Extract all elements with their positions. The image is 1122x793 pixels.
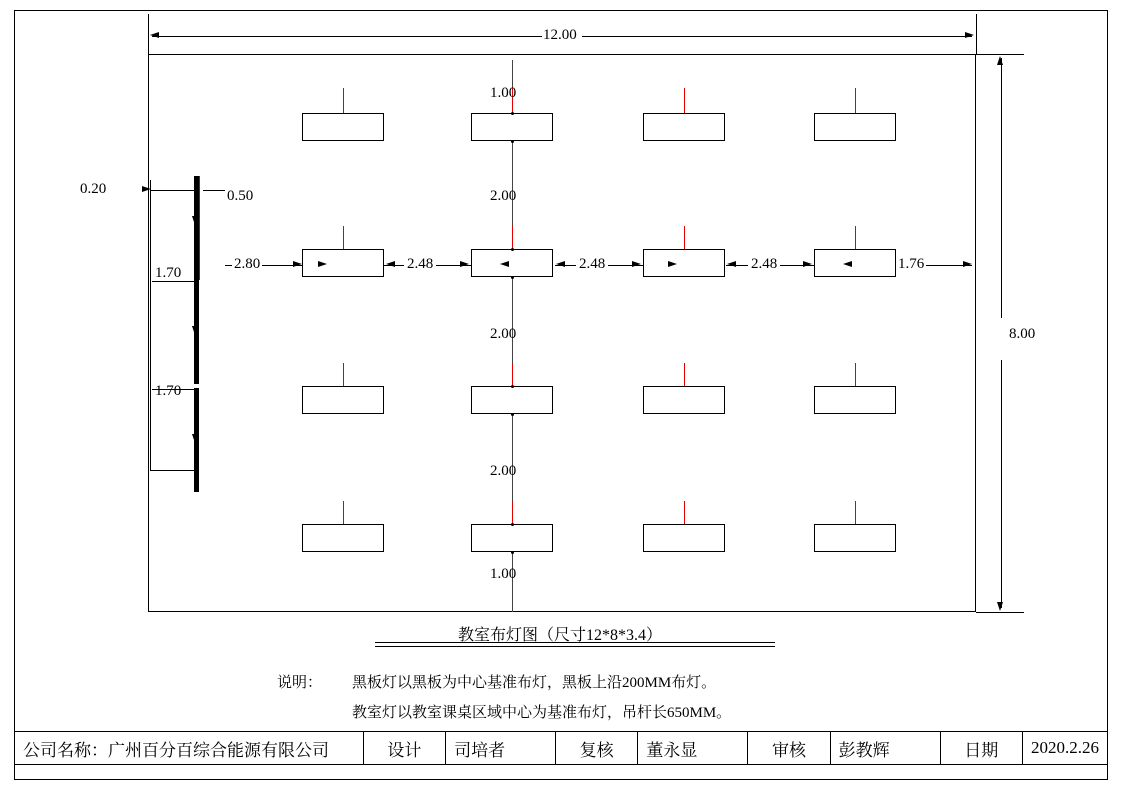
dim-170-lower-label: 1.70 xyxy=(155,383,182,399)
top-dim-line-right xyxy=(582,36,972,37)
blackboard-lamp-arrow-2 xyxy=(192,326,198,335)
top-dim-ext-right xyxy=(976,14,977,54)
dim-050-line xyxy=(203,190,225,191)
blackboard-lamp-arrow-1 xyxy=(192,216,198,225)
date-value: 2020.2.26 xyxy=(1030,738,1099,757)
caption-underline-1 xyxy=(375,642,775,643)
right-dim-ext-bottom xyxy=(976,612,1024,613)
top-dim-arrow-right xyxy=(965,32,974,38)
dim-020-ext-bottom xyxy=(150,470,196,471)
notes-line-2: 教室灯以教室课桌区域中心为基准布灯，吊杆长650MM。 xyxy=(352,705,732,721)
dim-020-label: 0.20 xyxy=(80,181,107,197)
right-dim-line-top xyxy=(1001,58,1002,318)
lamp-fixture xyxy=(302,249,384,277)
dim-170-upper-line xyxy=(152,281,194,282)
right-dim-arrow-down xyxy=(997,602,1003,611)
right-dim-line-bottom xyxy=(1001,360,1002,608)
approve-label: 审核 xyxy=(748,732,830,764)
lamp-fixture xyxy=(302,113,384,141)
axis-node xyxy=(511,413,514,416)
lamp-fixture xyxy=(643,386,725,414)
vdim-label-5: 1.00 xyxy=(490,566,517,582)
axis-node xyxy=(511,385,514,388)
check-value: 董永显 xyxy=(638,732,748,764)
notes-line-1: 黑板灯以黑板为中心基准布灯，黑板上沿200MM布灯。 xyxy=(352,675,717,691)
lamp-center-arrow xyxy=(843,261,852,267)
hdim-label-4: 2.48 xyxy=(748,256,780,273)
axis-node xyxy=(511,248,514,251)
company-name: 广州百分百综合能源有限公司 xyxy=(108,740,329,760)
hdim-label-3: 2.48 xyxy=(576,256,608,273)
approve-value: 彭教辉 xyxy=(831,732,941,764)
lamp-fixture xyxy=(643,249,725,277)
top-dim-line-left xyxy=(152,36,542,37)
design-value: 司培者 xyxy=(446,732,556,764)
axis-node xyxy=(511,523,514,526)
hdim-arrow-3b xyxy=(632,261,641,267)
lamp-fixture xyxy=(814,524,896,552)
axis-node xyxy=(511,551,514,554)
top-dimension-label: 12.00 xyxy=(543,27,577,43)
lamp-fixture xyxy=(643,524,725,552)
axis-node xyxy=(511,112,514,115)
vdim-label-2: 2.00 xyxy=(490,188,517,204)
lamp-fixture xyxy=(471,113,553,141)
lamp-fixture xyxy=(814,249,896,277)
hdim-arrow-2b xyxy=(460,261,469,267)
lamp-fixture xyxy=(302,386,384,414)
dim-170-upper-label: 1.70 xyxy=(155,265,182,281)
company-cell xyxy=(15,732,364,764)
notes-label: 说明： xyxy=(277,675,323,691)
caption-underline-2 xyxy=(375,646,775,647)
check-label: 复核 xyxy=(556,732,638,764)
hdim-arrow-4a xyxy=(727,261,736,267)
drawing-caption: 教室布灯图（尺寸12*8*3.4） xyxy=(457,627,662,644)
axis-node xyxy=(511,140,514,143)
lamp-fixture xyxy=(471,386,553,414)
date-label: 日期 xyxy=(941,732,1023,764)
axis-node xyxy=(511,276,514,279)
hdim-label-2: 2.48 xyxy=(404,256,436,273)
lamp-fixture xyxy=(302,524,384,552)
lamp-fixture xyxy=(814,113,896,141)
lamp-fixture xyxy=(471,524,553,552)
dim-050-label: 0.50 xyxy=(227,188,254,204)
hdim-label-5: 1.76 xyxy=(898,256,925,272)
vdim-label-3: 2.00 xyxy=(490,326,517,342)
lamp-fixture xyxy=(643,113,725,141)
blackboard-upper-edge xyxy=(199,176,200,280)
hdim-arrow-3a xyxy=(556,261,565,267)
lamp-center-arrow xyxy=(668,261,677,267)
design-label: 设计 xyxy=(364,732,446,764)
dim-020-ext xyxy=(150,180,151,470)
company-label: 公司名称： xyxy=(23,740,108,760)
right-dimension-label: 8.00 xyxy=(1009,326,1036,342)
vdim-label-1: 1.00 xyxy=(490,85,517,101)
vdim-label-4: 2.00 xyxy=(490,463,517,479)
lamp-fixture xyxy=(814,386,896,414)
top-dim-arrow-left xyxy=(150,32,159,38)
lamp-center-arrow xyxy=(500,261,509,267)
top-dim-ext-left xyxy=(148,14,149,54)
lamp-center-arrow xyxy=(318,261,327,267)
hdim-arrow-1 xyxy=(293,261,302,267)
dim-170-lower-line xyxy=(152,389,194,390)
hdim-arrow-2a xyxy=(386,261,395,267)
lamp-fixture xyxy=(471,249,553,277)
hdim-arrow-4b xyxy=(803,261,812,267)
right-dim-ext-top xyxy=(976,54,1024,55)
blackboard-lamp-arrow-3 xyxy=(192,434,198,443)
hdim-arrow-5 xyxy=(963,261,972,267)
right-dim-arrow-up xyxy=(997,56,1003,65)
title-block xyxy=(14,731,1108,765)
dim-020-line xyxy=(150,190,194,191)
hdim-label-1: 2.80 xyxy=(234,256,261,272)
